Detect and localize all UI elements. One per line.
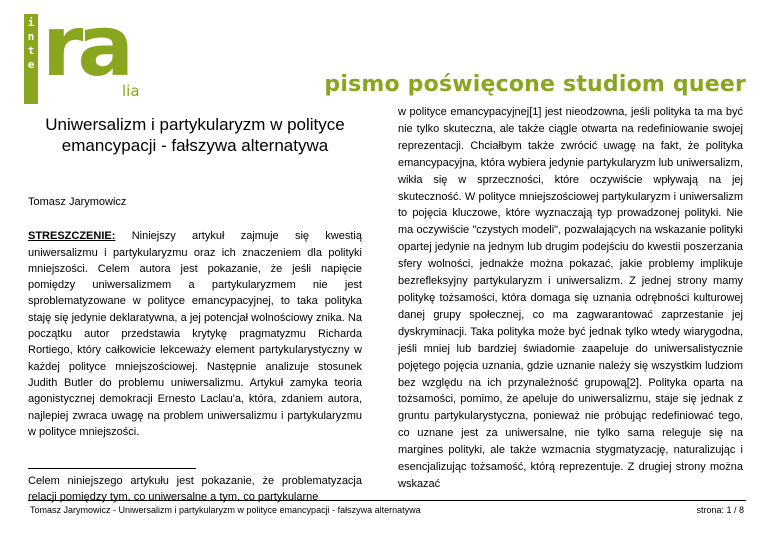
logo-vertical-letters: i n t e [27, 16, 35, 71]
logo-suffix: lia [122, 82, 140, 100]
abstract-label: STRESZCZENIE: [28, 230, 116, 243]
article-title: Uniwersalizm i partykularyzm w polityce emancypacji - fałszywa alternatywa [45, 115, 345, 155]
right-column: w polityce emancypacyjnej[1] jest nieodzowna, jeśli polityka ta ma być nie tylko skuteczna, ale także ciągle otwarta na redefiniowanie swojej reprezentacji. Chciałbym także zwrócić uwagę na fakt, że polityka emancypacyjna, która wybiera jedynie partykularyzm lub uniwersalizm, wikła się w sprzeczności, które oczywiście wpływają na jej skuteczność. W polityce mniejszościowej partykularyzm i uniwersalizm to pojęcia kluczowe, które wyznaczają typ prowadzonej polityki. Nie ma oczywiście "czystych modeli", pozwalających na wskazanie polityki opartej jedynie na jednym lub drugim podejściu do kwestii poszerzania sfery wolności, jednakże można pokazać, jakie problemy implikuje bezrefleksyjny partykularyzm i uniwersalizm. Z jednej strony mamy politykę tożsamości, która domaga się uznania odrębności kulturowej danej grupy społecznej, co ma zagwarantować zaprzestanie jej dyskryminacji. Taka polityka może być jednak tylko wtedy wiarygodna, jeśli mniej lub bardziej świadomie zaapeluje do uniwersalistycznie pojętego pojęcia uznania, gdzie uznanie należy się wszystkim ludziom bez względu na ich przynależność grupową[2]. Polityka oparta na tożsamości, pomimo, że apeluje do uniwersalizmu, staje się jednak z gruntu partykularystyczna, ponieważ nie próbując redefiniować tego, co uznane jest za uniwersalne, nie tylko sama releguje się na margines polityki, ale także wzmacnia stygmatyzację, naturalizując i esencjalizując tożsamość, którą reprezentuje. Z drugiej strony można wskazać [398, 106, 743, 490]
footer-citation: Tomasz Jarymowicz - Uniwersalizm i partykularyzm w polityce emancypacji - fałszywa alternatywa [30, 505, 421, 515]
footer-divider [28, 500, 746, 501]
left-column [28, 114, 362, 506]
journal-logo [24, 0, 164, 100]
journal-tagline: pismo poświęcone studiom queer [324, 72, 746, 97]
footnote-divider [28, 468, 196, 469]
abstract-text: Niniejszy artykuł zajmuje się kwestią uniwersalizmu i partykularyzmu oraz ich znaczeniem dla polityki mniejszości. Celem autora jest pokazanie, że jeśli napięcie pomiędzy uniwersalizmem a partykularyzmem nie jest sproblematyzowane w polityce emancypacyjnej, to taka polityka staję się jedynie deklaratywna, a jej potencjał wolnościowy znika. Na początku autor przedstawia krytykę pragmatyzmu Richarda Rortiego, który całkowicie lekceważy element partykularystyczny w każdej polityce mniejszościowej. Następnie analizuje stosunek Judith Butler do problemu uniwersalizmu. Artykuł zamyka teoria agonistycznej demokracji Ernesto Laclau'a, która, zdaniem autora, najlepiej zwraca uwagę na problem uniwersalizmu i partykularyzmu w polityce mniejszości. [28, 230, 362, 438]
logo-main-letters: ra [42, 0, 129, 95]
article-author: Tomasz Jarymowicz [28, 196, 127, 208]
page-number: strona: 1 / 8 [696, 505, 744, 515]
abstract [28, 228, 362, 440]
intro-paragraph: Celem niniejszego artykułu jest pokazanie, że problematyzacja relacji pomiędzy tym, co uniwersalne a tym, co partykularne [28, 475, 362, 504]
